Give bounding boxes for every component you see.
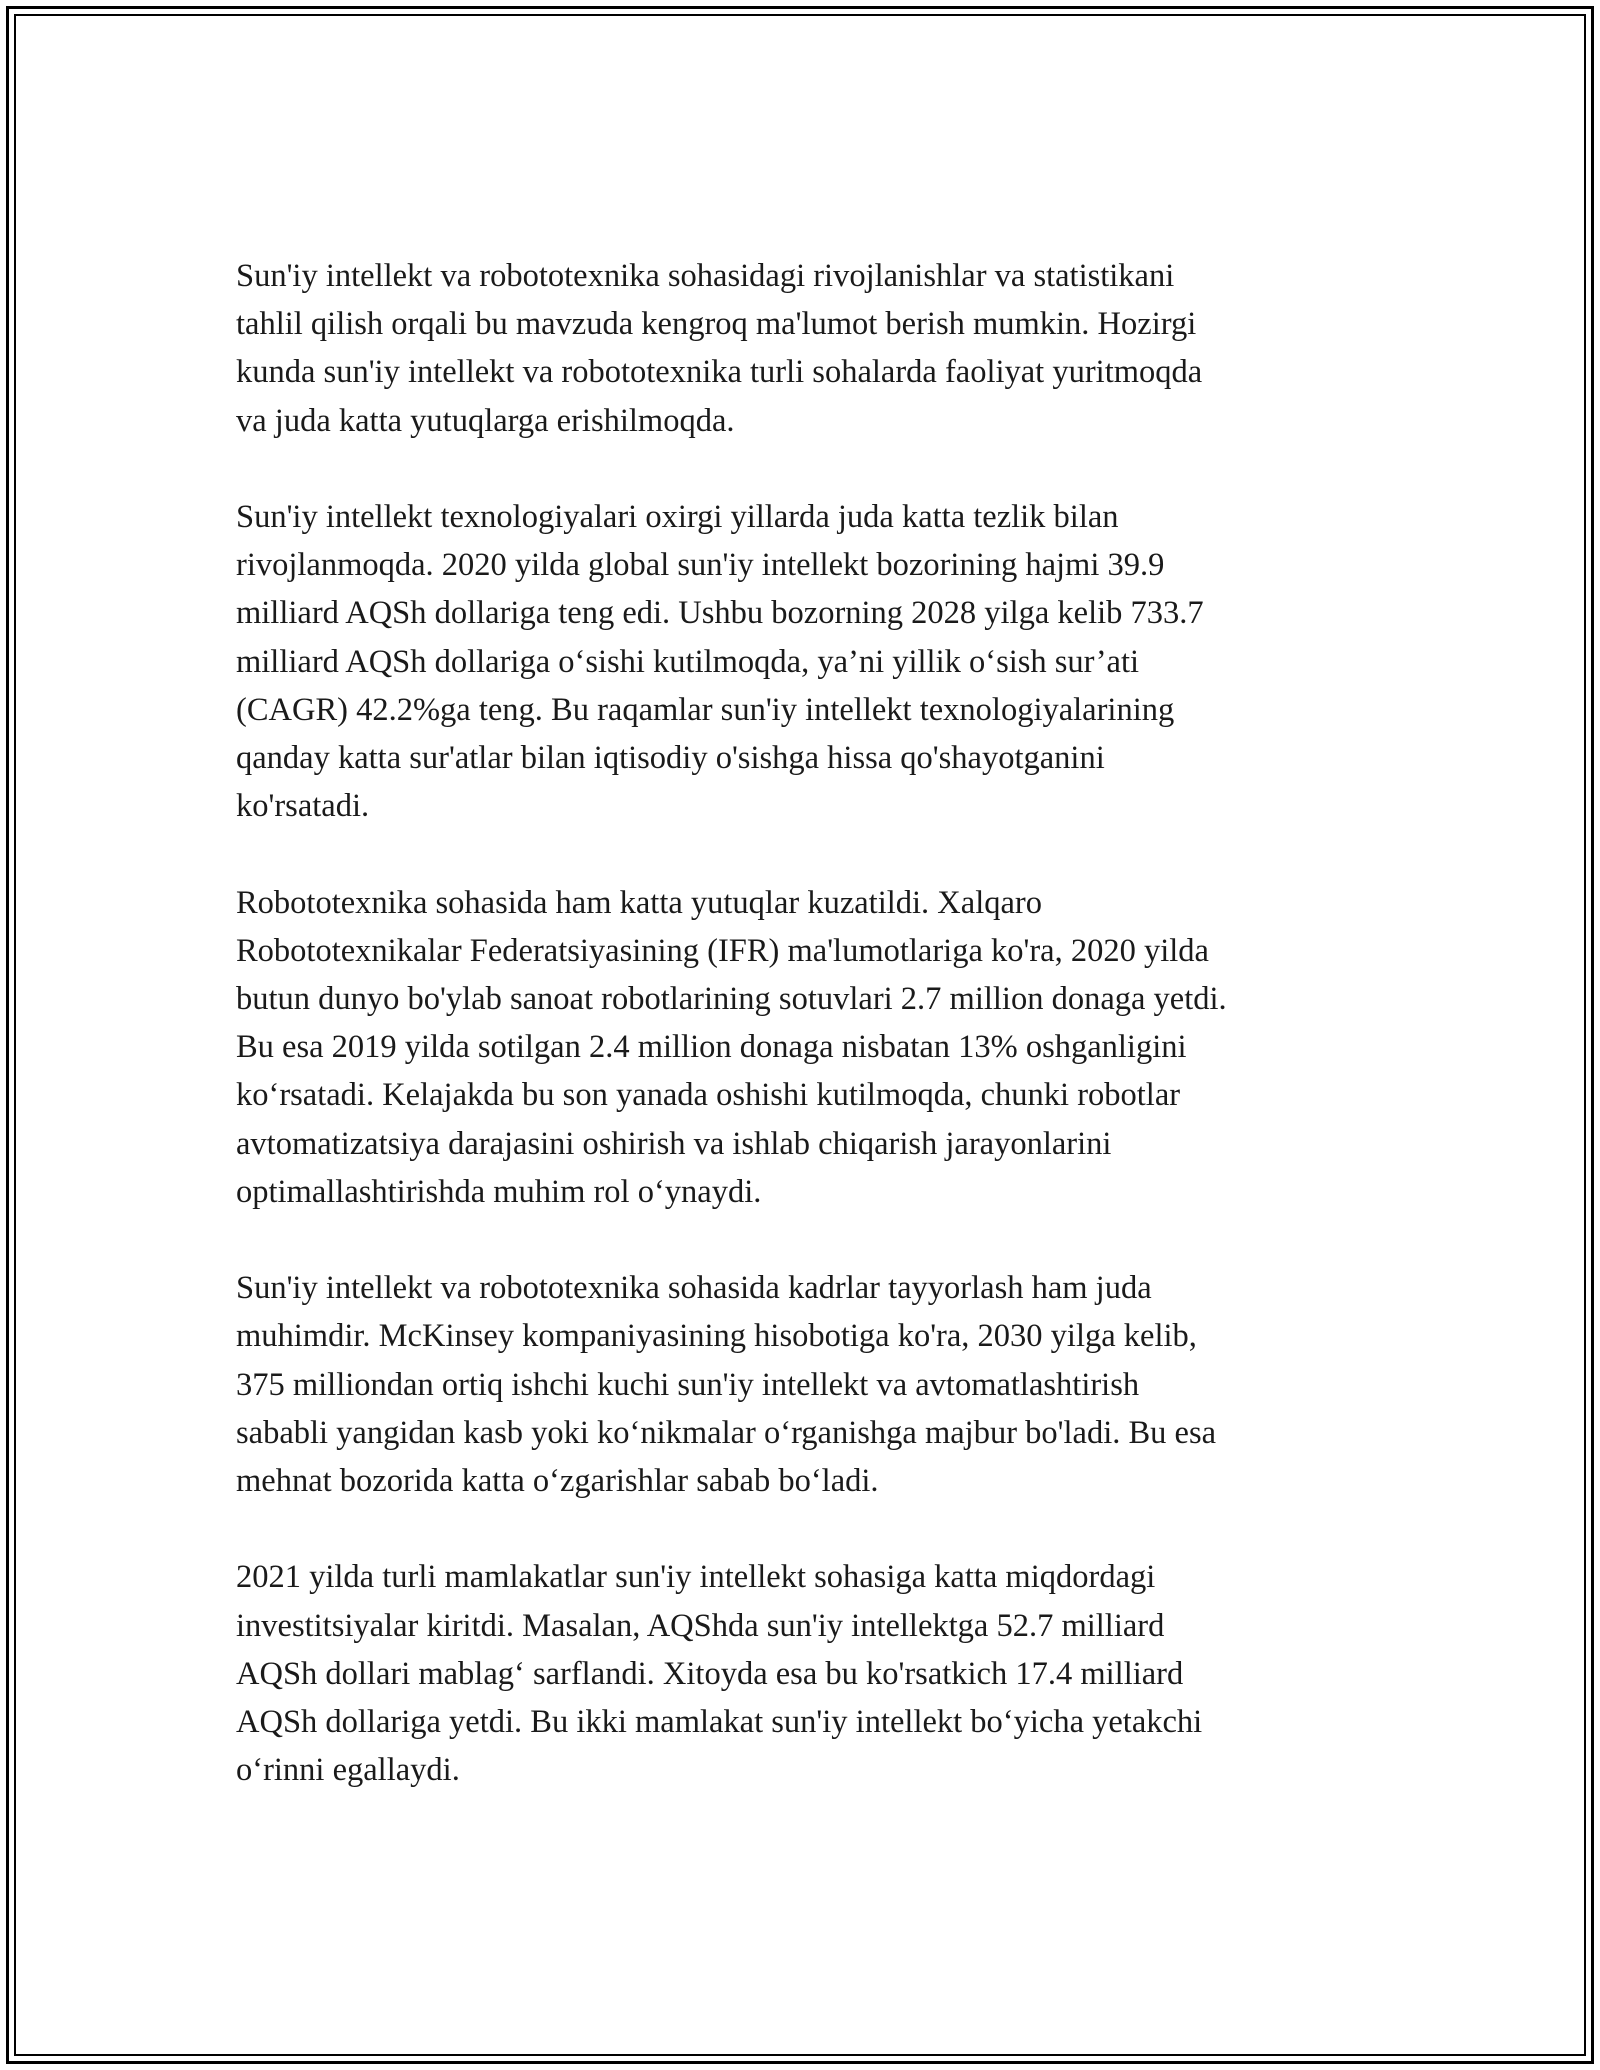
paragraph-intro: Sun'iy intellekt va robototexnika sohasidagi rivojlanishlar va statistikani tahlil qilish orqali bu mavzuda kengroq ma'lumot berish mumkin. Hozirgi kunda sun'iy intellekt va robototexnika turli sohalarda faoliyat yuritmoqda va juda katta yutuqlarga erishilmoqda. [236, 258, 1203, 439]
document-body [236, 252, 1356, 1843]
paragraph-ai-market: Sun'iy intellekt texnologiyalari oxirgi yillarda juda katta tezlik bilan rivojlanmoqda. 2020 yilda global sun'iy intellekt bozorining hajmi 39.9 milliard AQSh dollariga teng edi. Ushbu bozorning 2028 yilga kelib 733.7 milliard AQSh dollariga o‘sishi kutilmoqda, ya’ni yillik o‘sish sur’ati (CAGR) 42.2%ga teng. Bu raqamlar sun'iy intellekt texnologiyalarining qanday katta sur'atlar bilan iqtisodiy o'sishga hissa qo'shayotganini ko'rsatadi. [236, 499, 1204, 825]
paragraph-robotics-sales: Robototexnika sohasida ham katta yutuqlar kuzatildi. Xalqaro Robototexnikalar Federatsiyasining (IFR) ma'lumotlariga ko'ra, 2020 yilda butun dunyo bo'ylab sanoat robotlarining sotuvlari 2.7 million donaga yetdi. Bu esa 2019 yilda sotilgan 2.4 million donaga nisbatan 13% oshganligini ko‘rsatadi. Kelajakda bu son yanada oshishi kutilmoqda, chunki robotlar avtomatizatsiya darajasini oshirish va ishlab chiqarish jarayonlarini optimallashtirishda muhim rol o‘ynaydi. [236, 884, 1227, 1210]
paragraph-workforce: Sun'iy intellekt va robototexnika sohasida kadrlar tayyorlash ham juda muhimdir. McKinsey kompaniyasining hisobotiga ko'ra, 2030 yilga kelib, 375 milliondan ortiq ishchi kuchi sun'iy intellekt va avtomatlashtirish sababli yangidan kasb yoki ko‘nikmalar o‘rganishga majbur bo'ladi. Bu esa mehnat bozorida katta o‘zgarishlar sabab bo‘ladi. [236, 1270, 1217, 1500]
paragraph-investments: 2021 yilda turli mamlakatlar sun'iy intellekt sohasiga katta miqdordagi investitsiyalar kiritdi. Masalan, AQShda sun'iy intellektga 52.7 milliard AQSh dollari mablag‘ sarflandi. Xitoyda esa bu ko'rsatkich 17.4 milliard AQSh dollariga yetdi. Bu ikki mamlakat sun'iy intellekt bo‘yicha yetakchi o‘rinni egallaydi. [236, 1559, 1203, 1789]
